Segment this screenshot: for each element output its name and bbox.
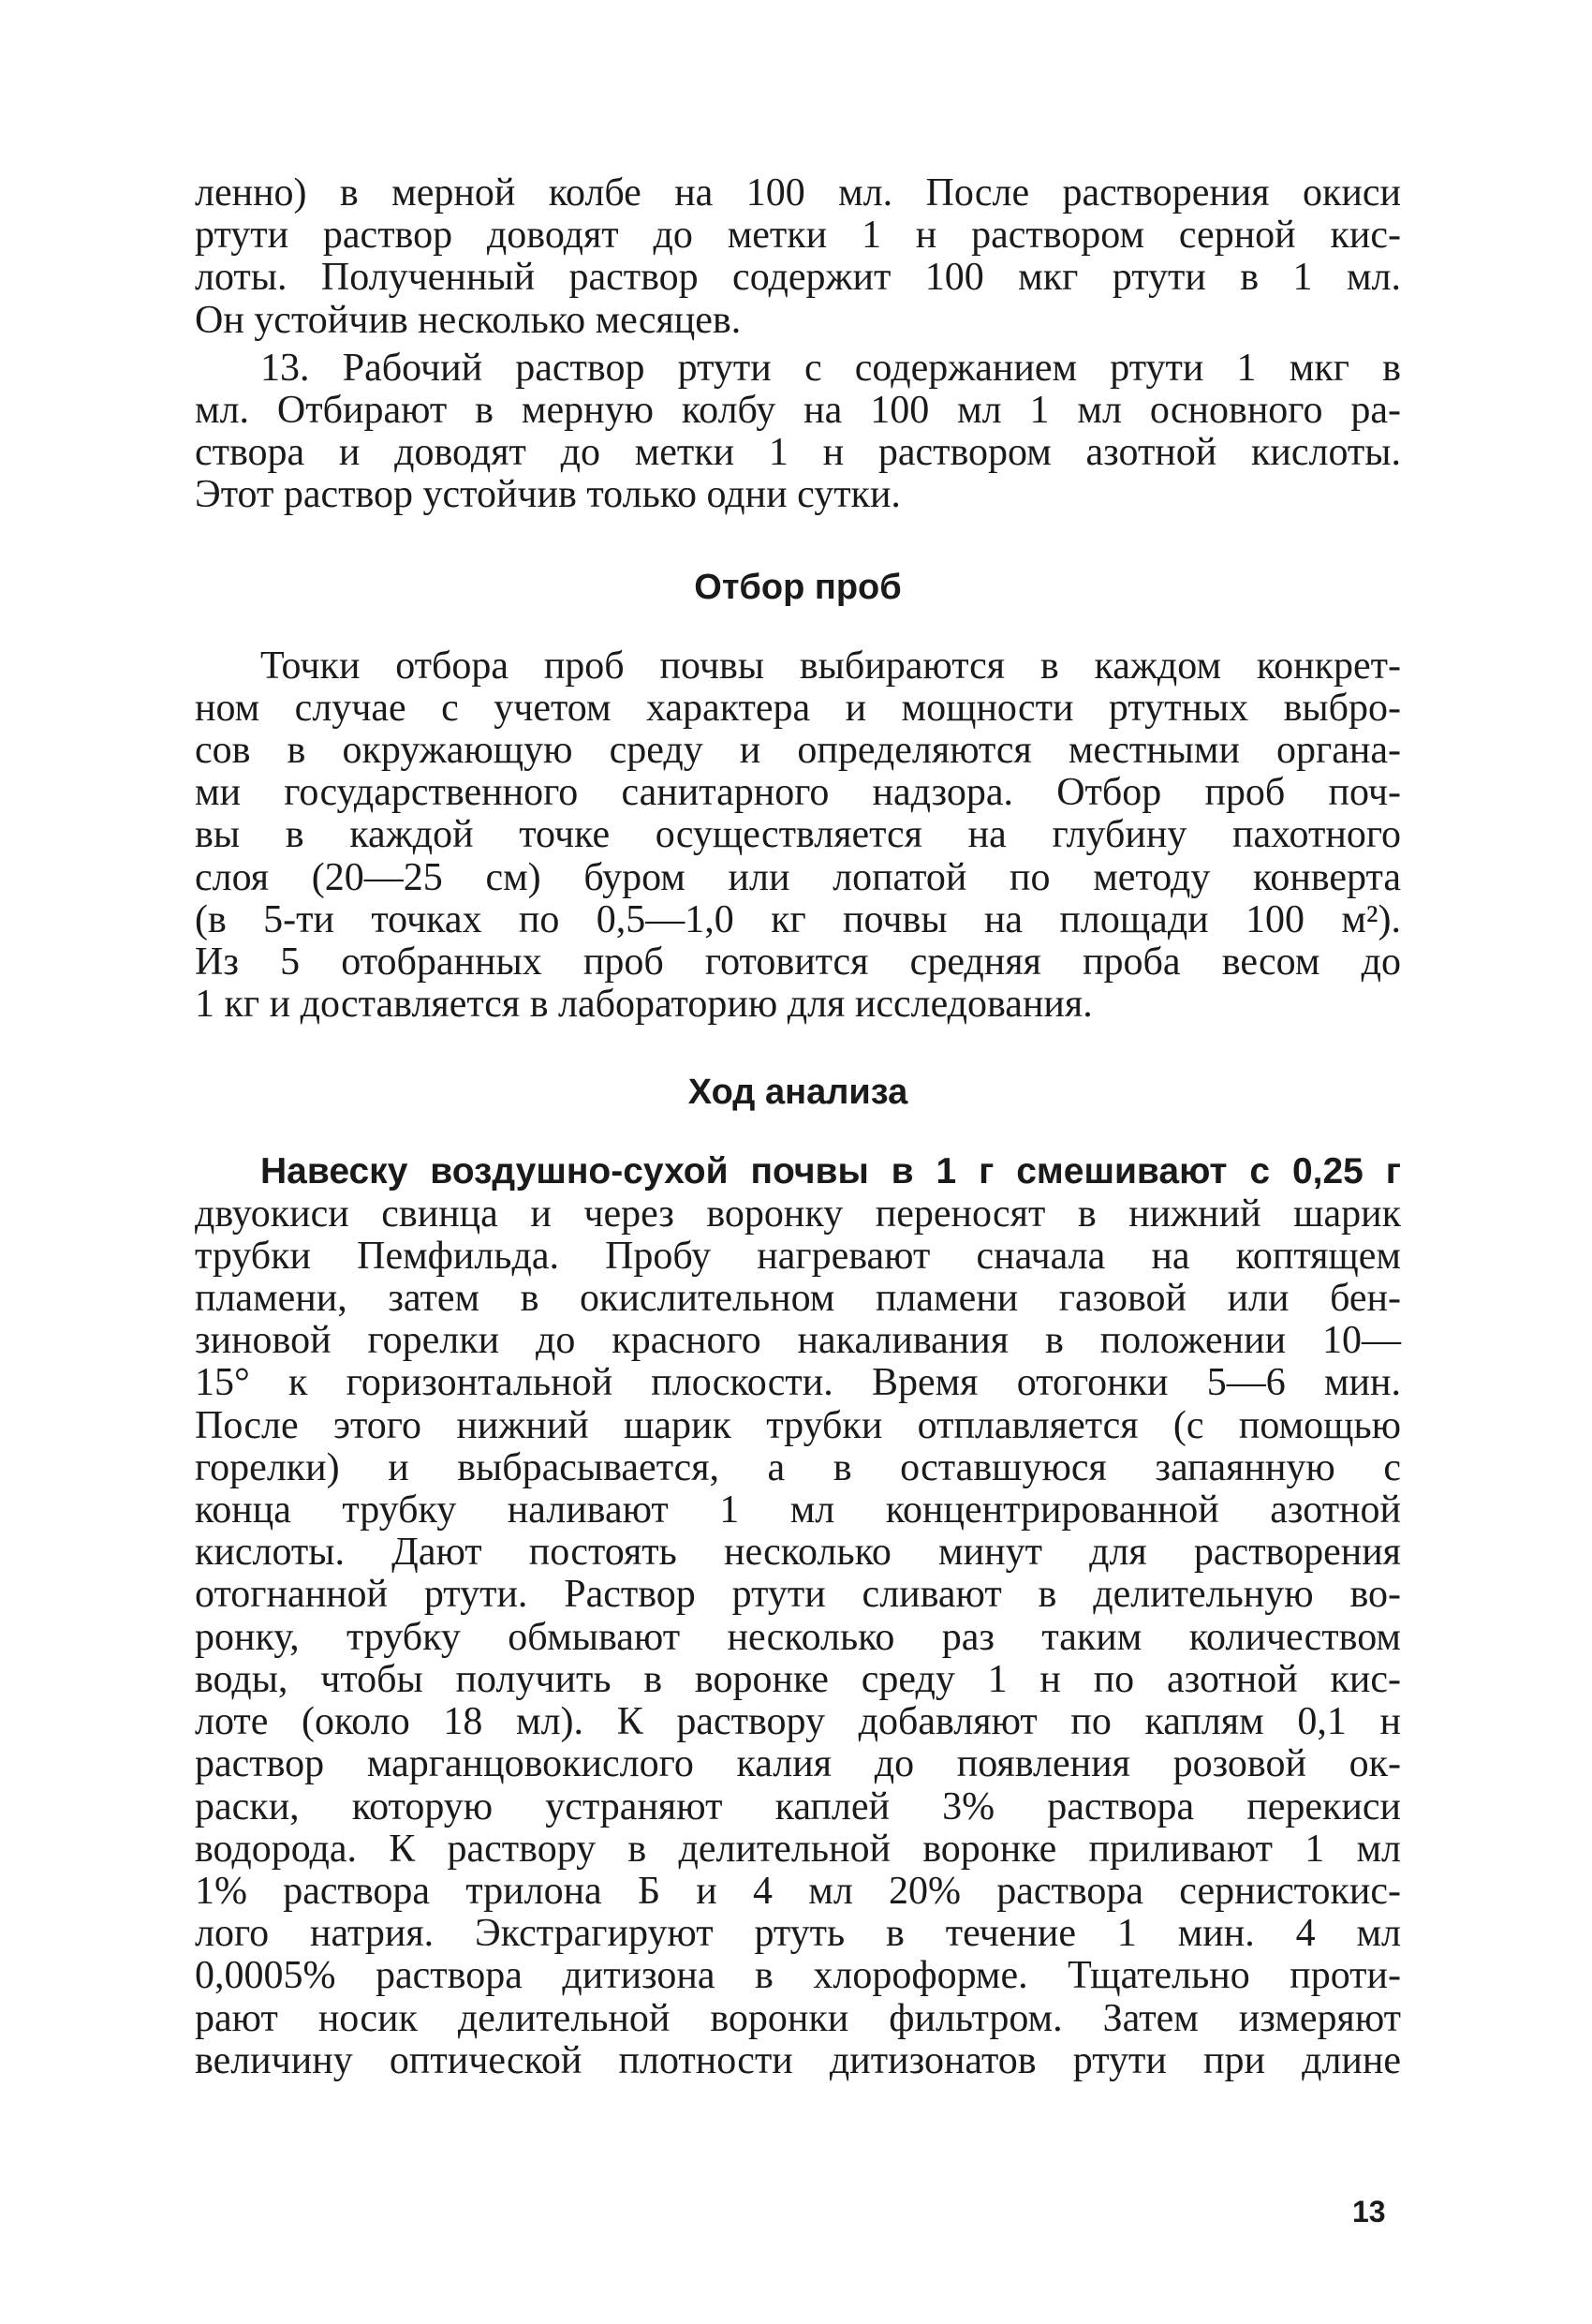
- text-line: ми государственного санитарного надзора. Отбор проб поч-: [195, 771, 1401, 815]
- text-line: лоты. Полученный раствор содержит 100 мкг ртути в 1 мл.: [195, 256, 1401, 300]
- text-line: 15° к горизонтальной плоскости. Время отогонки 5—6 мин.: [195, 1361, 1401, 1405]
- text-line: двуокиси свинца и через воронку переносят в нижний шарик: [195, 1192, 1401, 1236]
- sampling-paragraph: [195, 645, 1401, 1027]
- text-line: вы в каждой точке осуществляется на глубину пахотного: [195, 813, 1401, 857]
- text-line: Из 5 отобранных проб готовится средняя проба весом до: [195, 940, 1401, 984]
- text-line: величину оптической плотности дитизонатов ртути при длине: [195, 2038, 1401, 2082]
- text-line: раски, которую устраняют каплей 3% раствора перекиси: [195, 1784, 1401, 1828]
- text-line: лого натрия. Экстрагируют ртуть в течение 1 мин. 4 мл: [195, 1912, 1401, 1956]
- text-line: зиновой горелки до красного накаливания в положении 10—: [195, 1319, 1401, 1363]
- text-line: раствор марганцовокислого калия до появления розовой ок-: [195, 1742, 1401, 1786]
- text-line: 13. Рабочий раствор ртути с содержанием ртути 1 мкг в: [260, 346, 1401, 390]
- text-line: лоте (около 18 мл). К раствору добавляют по каплям 0,1 н: [195, 1700, 1401, 1744]
- text-line: 1% раствора трилона Б и 4 мл 20% раствора сернистокис-: [195, 1869, 1401, 1913]
- text-line: слоя (20—25 см) буром или лопатой по методу конверта: [195, 855, 1401, 899]
- text-line: ленно) в мерной колбе на 100 мл. После растворения окиси: [195, 171, 1401, 215]
- text-column: [195, 172, 1401, 2082]
- text-line: После этого нижний шарик трубки отплавляется (с помощью: [195, 1403, 1401, 1447]
- text-line: Точки отбора проб почвы выбираются в каждом конкрет-: [260, 644, 1401, 688]
- text-line: ртути раствор доводят до метки 1 н раствором серной кис-: [195, 214, 1401, 258]
- text-line: кислоты. Дают постоять несколько минут для растворения: [195, 1531, 1401, 1575]
- text-line: пламени, затем в окислительном пламени газовой или бен-: [195, 1277, 1401, 1321]
- text-line: трубки Пемфильда. Пробу нагревают сначала на коптящем: [195, 1234, 1401, 1278]
- text-line: горелки) и выбрасывается, а в оставшуюся запаянную с: [195, 1445, 1401, 1489]
- text-line: Он устойчив несколько месяцев.: [195, 298, 742, 342]
- page-number: 13: [1352, 2195, 1386, 2228]
- text-line: ном случае с учетом характера и мощности ртутных выбро-: [195, 686, 1401, 730]
- text-line: 1 кг и доставляется в лабораторию для исследования.: [195, 983, 1093, 1027]
- text-line: конца трубку наливают 1 мл концентрированной азотной: [195, 1488, 1401, 1532]
- intro-paragraph-2: [195, 348, 1401, 517]
- analysis-paragraph: [195, 1150, 1401, 2081]
- bold-lead-line: Навеску воздушно-сухой почвы в 1 г смешивают с 0,25 г: [260, 1151, 1401, 1192]
- text-line: водорода. К раствору в делительной воронке приливают 1 мл: [195, 1827, 1401, 1871]
- text-line: 0,0005% раствора дитизона в хлороформе. Тщательно проти-: [195, 1954, 1401, 1998]
- text-line: рают носик делительной воронки фильтром. Затем измеряют: [195, 1996, 1401, 2040]
- text-line: отогнанной ртути. Раствор ртути сливают в делительную во-: [195, 1573, 1401, 1617]
- text-line: Этот раствор устойчив только одни сутки.: [195, 473, 901, 517]
- text-line: мл. Отбирают в мерную колбу на 100 мл 1 мл основного ра-: [195, 389, 1401, 433]
- text-line: (в 5-ти точках по 0,5—1,0 кг почвы на площади 100 м²).: [195, 897, 1401, 941]
- section-heading-analysis: Ход анализа: [687, 1073, 908, 1113]
- text-line: сов в окружающую среду и определяются местными органа-: [195, 729, 1401, 773]
- text-line: воды, чтобы получить в воронке среду 1 н по азотной кис-: [195, 1657, 1401, 1701]
- intro-paragraph-1: [195, 172, 1401, 342]
- text-line: створа и доводят до метки 1 н раствором азотной кислоты.: [195, 431, 1401, 475]
- text-line: ронку, трубку обмывают несколько раз таким количеством: [195, 1615, 1401, 1659]
- section-heading-sampling: Отбор проб: [694, 567, 902, 607]
